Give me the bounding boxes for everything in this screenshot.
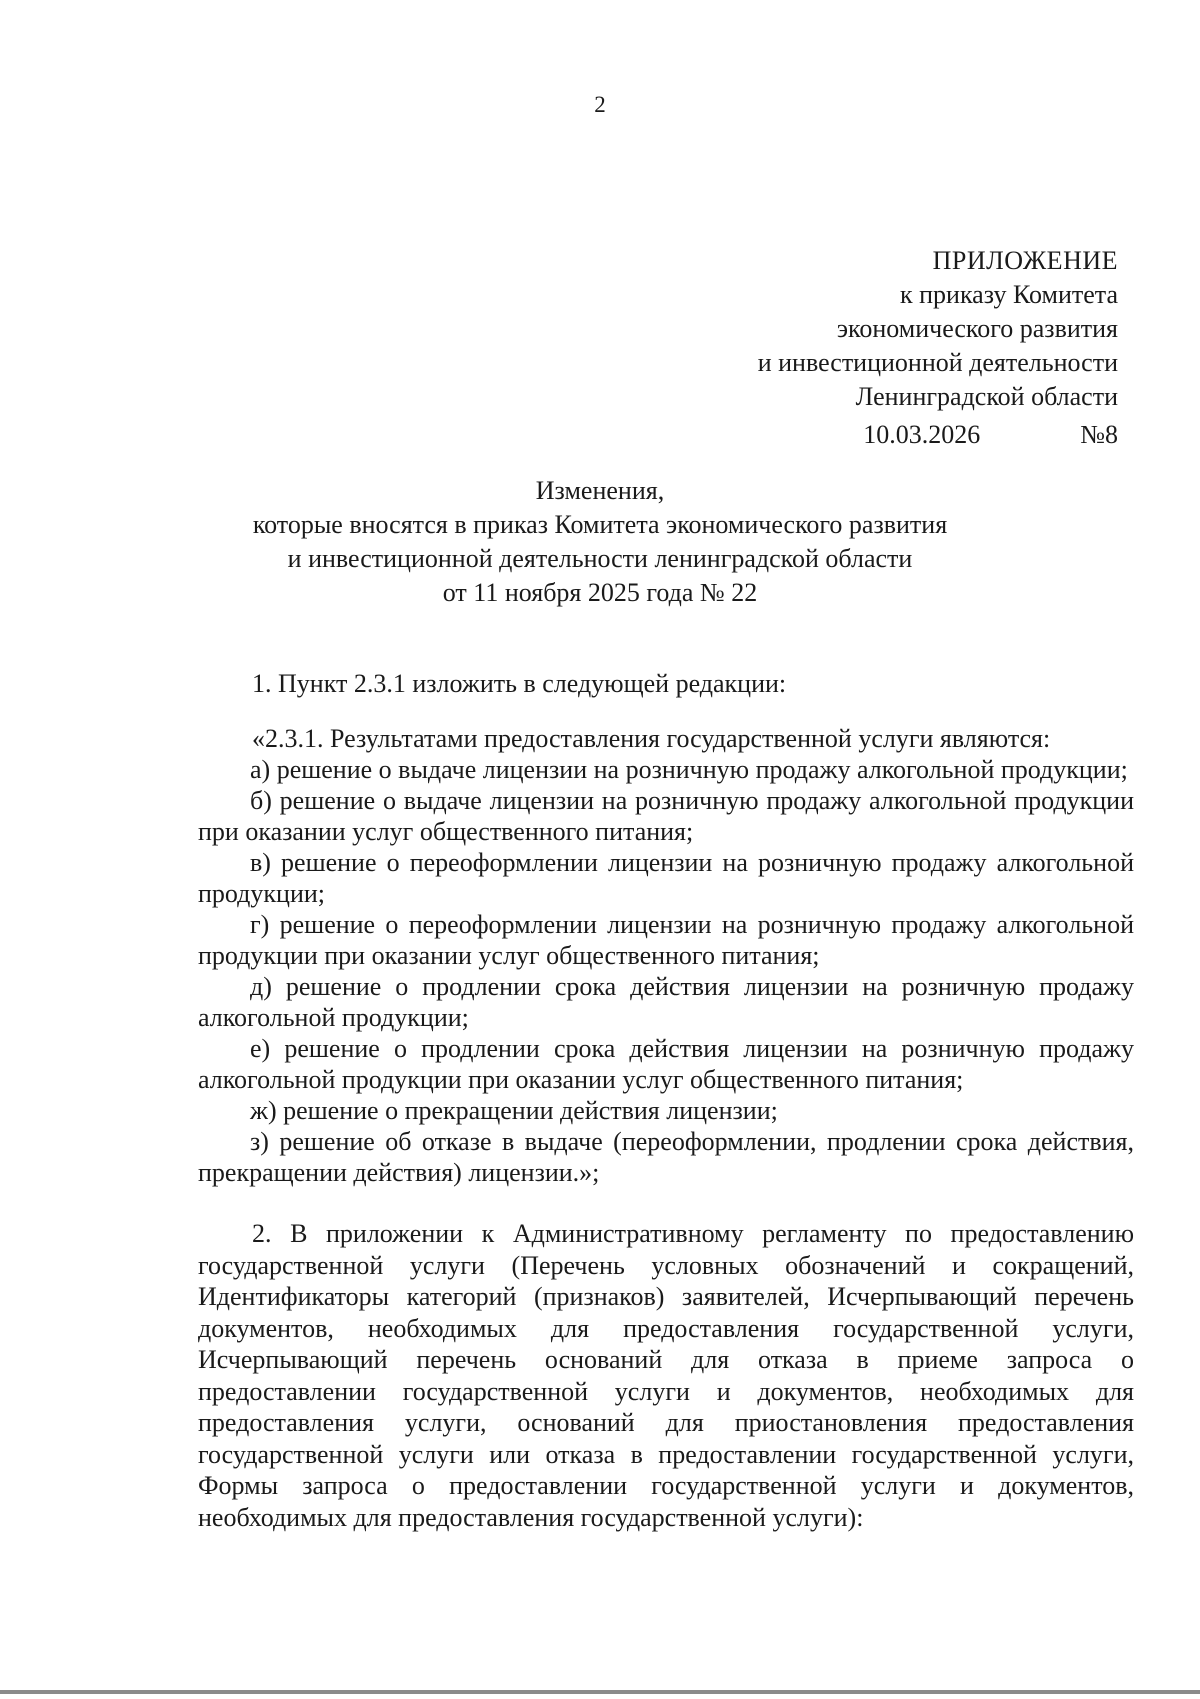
list-item: г) решение о переоформлении лицензии на розничную продажу алкогольной продукции при оказании услуг общественного питания; [198,910,1134,970]
appendix-line: к приказу Комитета [899,280,1118,309]
section1-intro: 1. Пункт 2.3.1 изложить в следующей редакции: [252,669,787,698]
list-item: ж) решение о прекращении действия лицензии; [250,1096,778,1125]
document-heading [0,474,1200,610]
appendix-date: 10.03.2026 [863,420,981,449]
appendix-block [758,244,1118,452]
section1-quote-start: «2.3.1. Результатами предоставления государственной услуги являются: [252,724,1051,753]
appendix-line: экономического развития [836,314,1118,343]
heading-line: Изменения, [535,476,665,505]
heading-line: и инвестиционной деятельности ленинградской области [287,544,913,573]
list-item: з) решение об отказе в выдаче (переоформлении, продлении срока действия, прекращении действия) лицензии.»; [198,1127,1134,1187]
list-item: в) решение о переоформлении лицензии на розничную продажу алкогольной продукции; [198,848,1134,908]
list-item: д) решение о продлении срока действия лицензии на розничную продажу алкогольной продукции; [198,972,1134,1032]
appendix-date-row [758,418,1118,452]
list-item: б) решение о выдаче лицензии на розничную продажу алкогольной продукции при оказании услуг общественного питания; [198,786,1134,846]
document-body [198,668,1134,1533]
heading-line: которые вносятся в приказ Комитета экономического развития [252,510,948,539]
scan-bottom-edge [0,1690,1200,1694]
heading-line: от 11 ноября 2025 года № 22 [442,578,758,607]
appendix-line: и инвестиционной деятельности [757,348,1118,377]
list-item: а) решение о выдаче лицензии на розничную продажу алкогольной продукции; [250,755,1128,784]
appendix-number: №8 [1080,420,1118,449]
appendix-line: Ленинградской области [855,382,1118,411]
page-number: 2 [594,92,606,117]
appendix-title: ПРИЛОЖЕНИЕ [932,246,1118,275]
list-item: е) решение о продлении срока действия лицензии на розничную продажу алкогольной продукции при оказании услуг общественного питания; [198,1034,1134,1094]
section2-paragraph: 2. В приложении к Административному регламенту по предоставлению государственной услуги (Перечень условных обозначений и сокращений, Идентификаторы категорий (признаков) заявителей, Исчерпывающий перечень документов, необходимых для предоставления государственной услуги, Исчерпывающий перечень оснований для отказа в приеме запроса о предоставлении государственной услуги и документов, необходимых для предоставления услуги, оснований для приостановления предоставления государственной услуги или отказа в предоставлении государственной услуги, Формы запроса о предоставлении государственной услуги и документов, необходимых для предоставления государственной услуги): [198,1219,1134,1532]
